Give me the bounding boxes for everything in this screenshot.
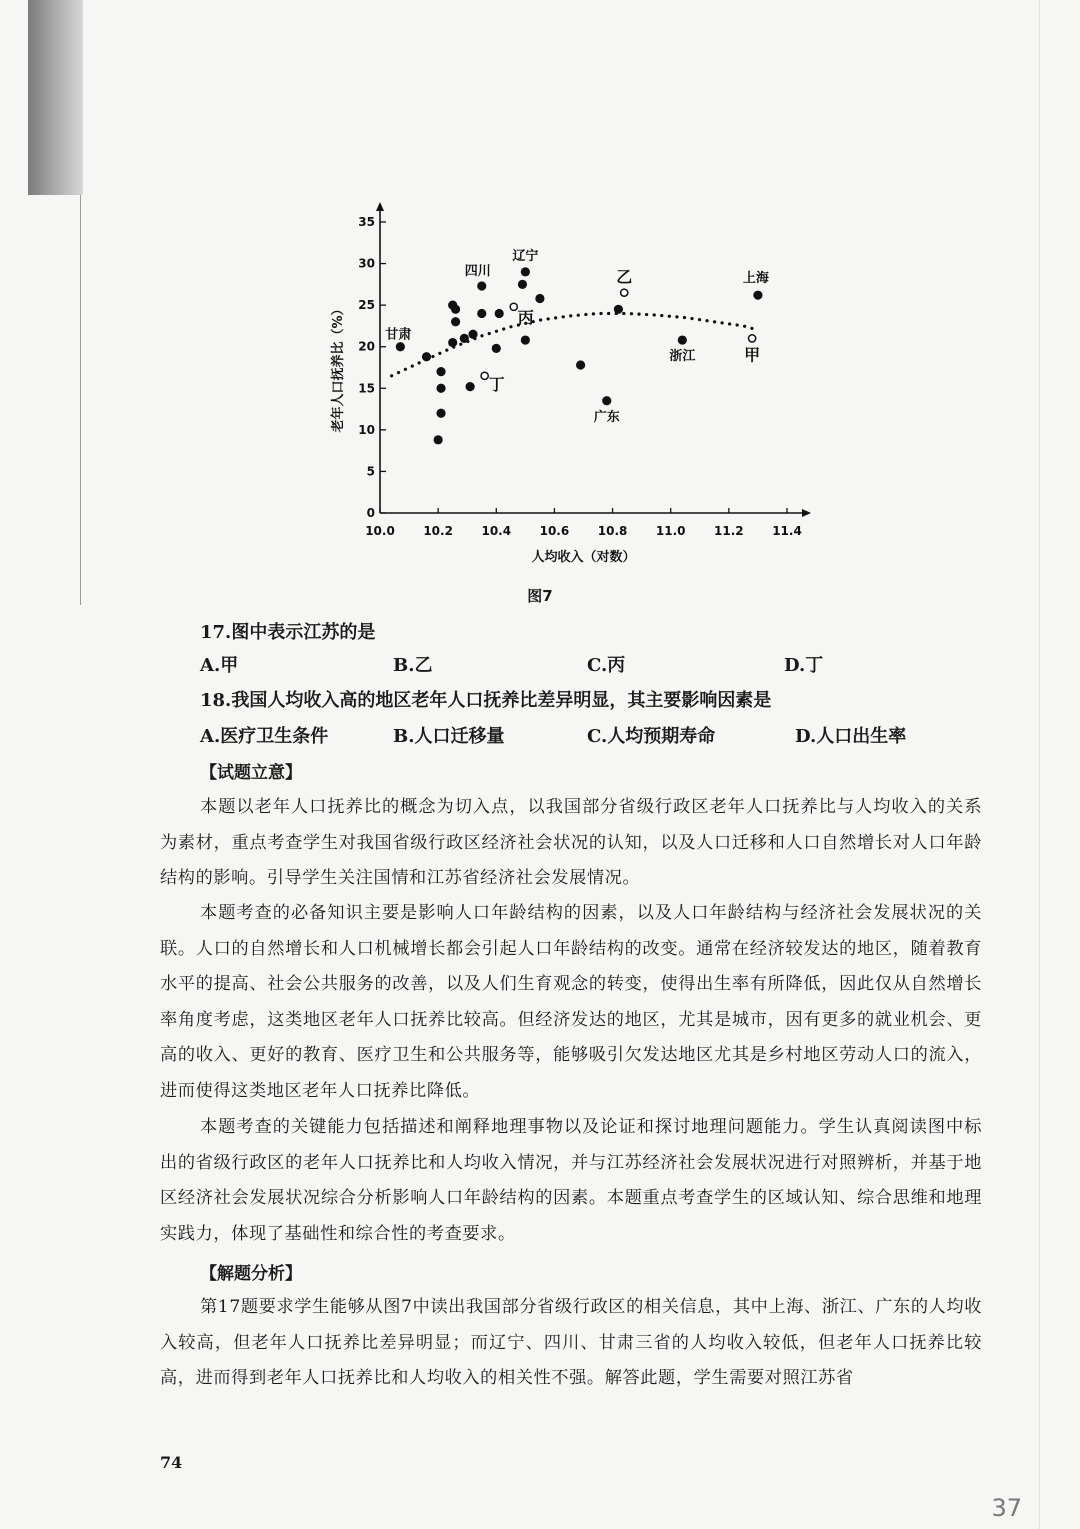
y-tick-label: 20 [358,339,375,354]
binding-shadow [28,0,83,195]
x-tick-label: 10.8 [597,524,628,538]
x-tick-label: 11.4 [772,524,802,538]
point-label: 辽宁 [512,248,539,264]
point-label: 上海 [742,271,769,287]
chart-points [396,267,763,444]
y-tick-label: 15 [358,381,375,396]
data-point [466,382,475,391]
y-axis-title: 老年人口抚养比（%） [331,302,346,433]
data-point [468,330,477,339]
data-point [492,344,501,353]
point-label: 浙江 [669,349,696,365]
x-tick-label: 11.2 [714,524,744,538]
data-point [518,280,527,289]
data-point [521,335,530,344]
data-point [477,309,486,318]
q18-option-d: D.人口出生率 [795,726,907,747]
y-tick-label: 25 [358,298,375,313]
hollow-data-point [481,372,488,379]
x-tick-label: 10.6 [539,524,570,538]
y-axis-arrow [376,202,384,211]
data-point [451,317,460,326]
trend-line [392,314,761,376]
data-point [477,281,486,290]
x-axis-title: 人均收入（对数） [531,550,636,565]
data-point [460,334,469,343]
paragraph-intent-2: 本题考查的必备知识主要是影响人口年龄结构的因素，以及人口年龄结构与经济社会发展状况的关联。人口的自然增长和人口机械增长都会引起人口年龄结构的改变。通常在经济较发达的地区，随着教育水平的提高、社会公共服务的改善，以及人们生育观念的转变，使得出生率有所降低，因此仅从自然增长率角度考虑，这类地区老年人口抚养比较高。但经济发达的地区，尤其是城市，因有更多的就业机会、更高的收入、更好的教育、医疗卫生和公共服务等，能够吸引欠发达地区尤其是乡村地区劳动人口的流入，进而使得这类地区老年人口抚养比降低。 [160,903,982,1101]
data-point [436,367,445,376]
data-point [396,342,405,351]
x-tick-label: 11.0 [655,524,686,538]
section-heading-intent: 【试题立意】 [200,763,302,783]
q17-option-a: A.甲 [200,655,239,676]
point-label: 四川 [464,264,491,280]
data-point [521,267,530,276]
page-number: 74 [160,1453,183,1472]
q17-option-b: B.乙 [393,655,433,676]
hollow-data-point [621,289,628,296]
q18-option-b: B.人口迁移量 [393,726,505,747]
y-tick-label: 10 [358,422,375,437]
hollow-point-label: 乙 [616,267,633,287]
scan-number: 37 [991,1494,1022,1522]
data-point [434,435,443,444]
x-axis-arrow [802,509,811,517]
section-heading-analysis: 【解题分析】 [200,1264,302,1284]
hollow-point-label: 甲 [744,345,761,365]
data-point [753,291,762,300]
x-tick-label: 10.4 [481,524,512,538]
trend-curve [392,314,761,376]
paragraph-intent-3: 本题考查的关键能力包括描述和阐释地理事物以及论证和探讨地理问题能力。学生认真阅读图中标出的省级行政区的老年人口抚养比和人均收入情况，并与江苏经济社会发展状况进行对照辨析，并基于地区经济社会发展状况综合分析影响人口年龄结构的因素。本题重点考查学生的区域认知、综合思维和地理实践力，体现了基础性和综合性的考查要求。 [160,1117,982,1244]
hollow-data-point [510,303,517,310]
q17-option-c: C.丙 [587,655,626,676]
point-labels [385,248,770,425]
x-tick-label: 10.0 [365,524,395,538]
data-point [448,338,457,347]
data-point [535,294,544,303]
data-point [451,305,460,314]
point-label: 广东 [593,409,620,425]
hollow-data-point [749,335,756,342]
q18-option-c: C.人均预期寿命 [587,726,716,747]
point-label: 甘肃 [385,327,412,343]
data-point [495,309,504,318]
paragraph-intent-1: 本题以老年人口抚养比的概念为切入点，以我国部分省级行政区老年人口抚养比与人均收入的关系为素材，重点考查学生对我国省级行政区经济社会状况的认知，以及人口迁移和人口自然增长对人口年龄结构的影响。引导学生关注国情和江苏省经济社会发展情况。 [160,797,982,888]
data-point [436,409,445,418]
data-point [602,396,611,405]
paragraph-analysis-1: 第17题要求学生能够从图7中读出我国部分省级行政区的相关信息，其中上海、浙江、广东的人均收入较高，但老年人口抚养比差异明显；而辽宁、四川、甘肃三省的人均收入较低，但老年人口抚养比较高，进而得到老年人口抚养比和人均收入的相关性不强。解答此题，学生需要对照江苏省 [160,1297,982,1388]
y-tick-label: 35 [358,215,375,229]
data-point [436,384,445,393]
q17-option-d: D.丁 [784,655,824,676]
data-point [576,360,585,369]
data-point [614,305,623,314]
y-tick-label: 30 [358,256,375,271]
y-tick-label: 5 [366,464,375,479]
data-point [678,335,687,344]
question-18-stem: 18.我国人均收入高的地区老年人口抚养比差异明显，其主要影响因素是 [200,690,772,711]
x-tick-label: 10.2 [423,524,453,538]
figure-caption: 图7 [527,587,553,605]
page-edge [1039,0,1040,1529]
page-crease [80,195,81,605]
hollow-point-label: 丁 [488,374,505,394]
chart-axes [330,202,811,565]
q18-option-a: A.医疗卫生条件 [200,726,329,747]
hollow-point-label: 丙 [517,307,534,327]
scatter-chart [310,200,820,580]
data-point [422,352,431,361]
y-tick-label: 0 [366,506,375,520]
question-17-stem: 17.图中表示江苏的是 [200,622,376,643]
